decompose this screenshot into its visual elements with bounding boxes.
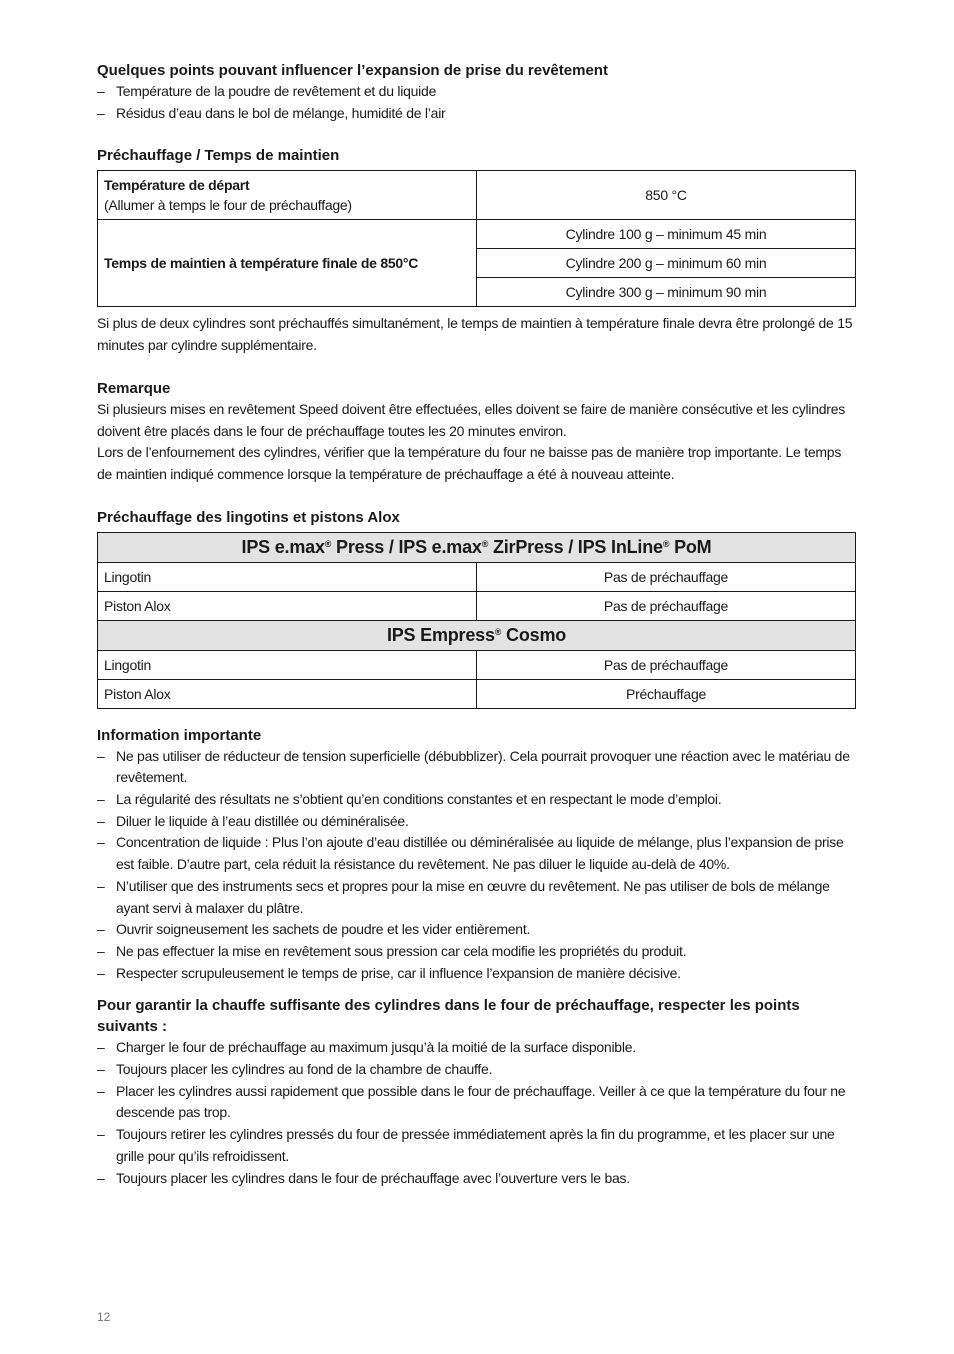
row-item: Piston Alox [98, 591, 477, 620]
holding-time-table [97, 170, 856, 307]
list-item: – Toujours retirer les cylindres pressés du four de pressée immédiatement après la fin du programme, et les placer sur une grille pour qu’ils refroidissent. [97, 1124, 856, 1167]
list-item: – Ne pas effectuer la mise en revêtement sous pression car cela modifie les propriétés du produit. [97, 941, 856, 963]
row-item: Piston Alox [98, 679, 477, 708]
section-title-ingots: Préchauffage des lingotins et pistons Alox [97, 508, 400, 526]
list-item: – Diluer le liquide à l’eau distillée ou déminéralisée. [97, 811, 856, 833]
list-item: – Toujours placer les cylindres dans le four de préchauffage avec l’ouverture vers le bas. [97, 1168, 856, 1190]
holding-time-100g: Cylindre 100 g – minimum 45 min [477, 220, 856, 249]
table-row [98, 591, 856, 620]
table-row [98, 650, 856, 679]
holding-time-label: Temps de maintien à température finale de 850°C [98, 220, 477, 307]
list-item: – N’utiliser que des instruments secs et propres pour la mise en œuvre du revêtement. Ne pas utiliser de bols de mélange ayant servi à malaxer du plâtre. [97, 876, 856, 919]
list-item: – La régularité des résultats ne s’obtient qu’en conditions constantes et en respectant le mode d’emploi. [97, 789, 856, 811]
list-item: – Concentration de liquide : Plus l’on ajoute d’eau distillée ou déminéralisée au liquide de mélange, plus l’expansion de prise est faible. D’autre part, cela réduit la résistance du revêtement. Ne pas diluer le liquide au-delà de 40%. [97, 832, 856, 875]
table-cell-start-label [98, 171, 477, 220]
heating-points-list [97, 1037, 856, 1189]
section-title-expansion: Quelques points pouvant influencer l’expansion de prise du revêtement [97, 62, 608, 79]
list-item: – Ouvrir soigneusement les sachets de poudre et les vider entièrement. [97, 919, 856, 941]
remark-paragraph-1: Si plusieurs mises en revêtement Speed doivent être effectuées, elles doivent se faire de manière consécutive et les cylindres doivent être placés dans le four de préchauffage toutes les 20 minutes environ. [97, 400, 845, 439]
start-temperature-note: (Allumer à temps le four de préchauffage) [104, 197, 352, 214]
holding-time-300g: Cylindre 300 g – minimum 90 min [477, 278, 856, 307]
section-title-preheating: Préchauffage / Temps de maintien [97, 147, 340, 165]
row-value: Pas de préchauffage [477, 591, 856, 620]
expansion-factors-list [97, 81, 856, 124]
table-band [98, 532, 856, 562]
remark-title: Remarque [97, 379, 171, 397]
holding-time-200g: Cylindre 200 g – minimum 60 min [477, 249, 856, 278]
remark-paragraph-2: Lors de l’enfournement des cylindres, vérifier que la température du four ne baisse pas de manière trop importante. Le temps de maintien indiqué commence lorsque la température de préchauffage a été à nouveau atteinte. [97, 444, 842, 482]
row-value: Préchauffage [477, 679, 856, 708]
table-band [98, 620, 856, 650]
important-info-list [97, 746, 856, 985]
list-item: – Toujours placer les cylindres au fond de la chambre de chauffe. [97, 1059, 856, 1081]
table-row [98, 679, 856, 708]
row-item: Lingotin [98, 650, 477, 679]
table-row [98, 220, 856, 249]
ingot-plunger-table [97, 532, 856, 709]
page-number: 12 [97, 1310, 111, 1324]
band-emax-press: IPS e.max® Press / IPS e.max® ZirPress / IPS InLine® PoM [98, 532, 856, 562]
document-page [97, 60, 856, 1189]
section-title-heating: Pour garantir la chauffe suffisante des cylindres dans le four de préchauffage, respecter les points suivants : [97, 997, 800, 1036]
list-item: – Résidus d’eau dans le bol de mélange, humidité de l’air [97, 103, 856, 125]
start-temperature-value: 850 °C [477, 171, 856, 220]
section-title-important: Information importante [97, 726, 262, 744]
row-item: Lingotin [98, 562, 477, 591]
list-item: – Respecter scrupuleusement le temps de prise, car il influence l’expansion de manière décisive. [97, 963, 856, 985]
band-empress-cosmo: IPS Empress® Cosmo [98, 620, 856, 650]
list-item: – Ne pas utiliser de réducteur de tension superficielle (débubblizer). Cela pourrait provoquer une réaction avec le matériau de revêtement. [97, 746, 856, 789]
preheating-note: Si plus de deux cylindres sont préchauffés simultanément, le temps de maintien à température finale devra être prolongé de 15 minutes par cylindre supplémentaire. [97, 315, 853, 354]
list-item: – Placer les cylindres aussi rapidement que possible dans le four de préchauffage. Veiller à ce que la température du four ne descende pas trop. [97, 1081, 856, 1124]
table-row [98, 562, 856, 591]
row-value: Pas de préchauffage [477, 562, 856, 591]
list-item: – Température de la poudre de revêtement et du liquide [97, 81, 856, 103]
table-row [98, 171, 856, 220]
list-item: – Charger le four de préchauffage au maximum jusqu’à la moitié de la surface disponible. [97, 1037, 856, 1059]
start-temperature-label: Température de départ [104, 177, 250, 194]
row-value: Pas de préchauffage [477, 650, 856, 679]
